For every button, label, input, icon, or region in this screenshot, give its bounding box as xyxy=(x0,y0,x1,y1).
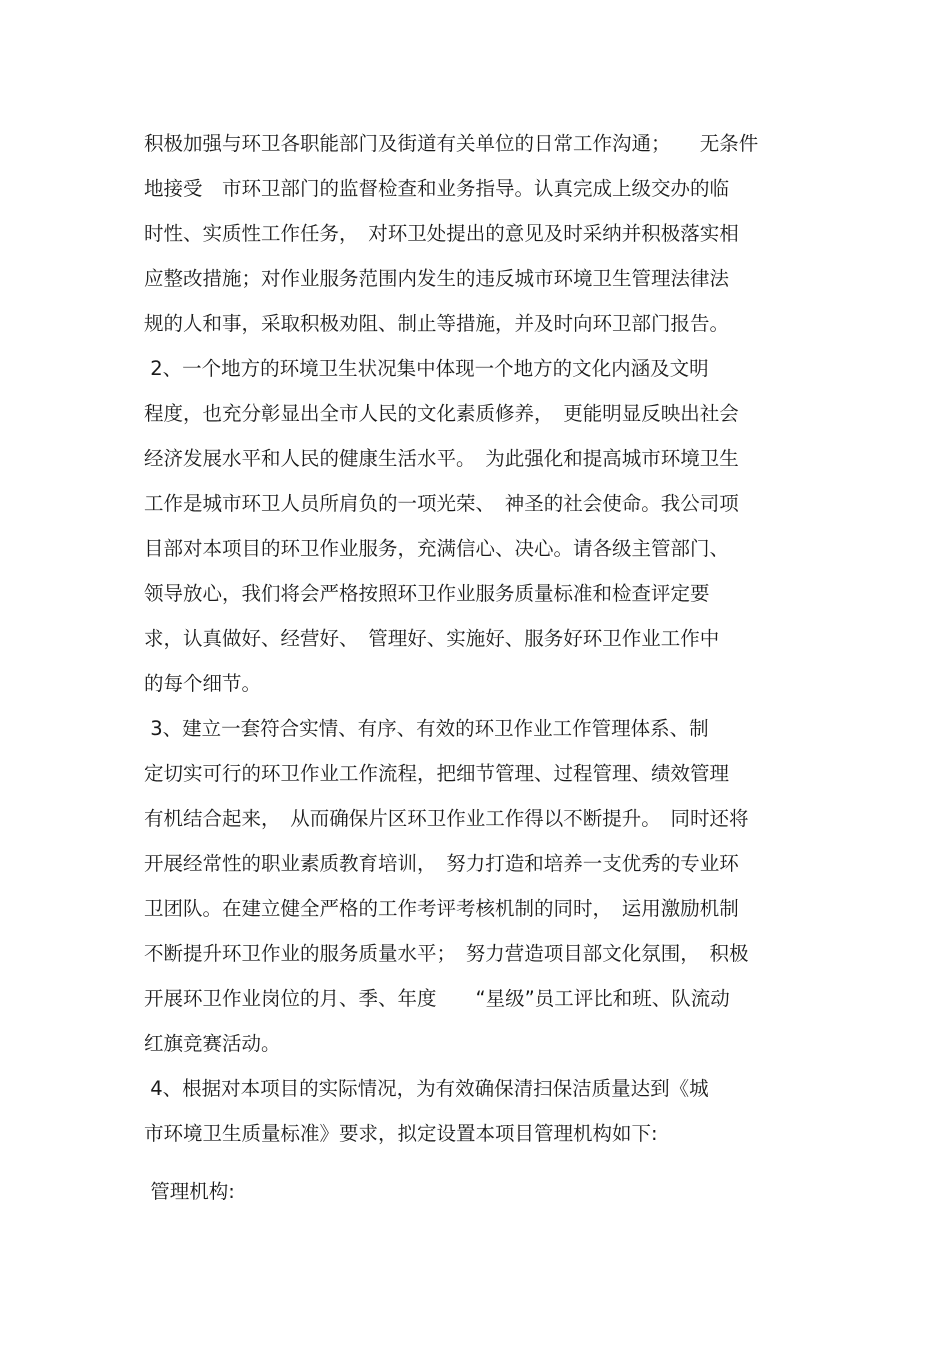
text-line: 程度，也充分彰显出全市人民的文化素质修养， 更能明显反映出社会 xyxy=(144,402,739,425)
text-line: 的每个细节。 xyxy=(144,672,262,695)
text-line: 定切实可行的环卫作业工作流程，把细节管理、过程管理、绩效管理 xyxy=(144,762,730,785)
text-line: 不断提升环卫作业的服务质量水平； 努力营造项目部文化氛围， 积极 xyxy=(144,942,749,965)
text-line: 规的人和事，采取积极劝阻、制止等措施，并及时向环卫部门报告。 xyxy=(144,312,730,335)
text-line: 领导放心，我们将会严格按照环卫作业服务质量标准和检查评定要 xyxy=(144,582,710,605)
text-line: 求，认真做好、经营好、 管理好、实施好、服务好环卫作业工作中 xyxy=(144,627,720,650)
text-line: 目部对本项目的环卫作业服务，充满信心、决心。请各级主管部门、 xyxy=(144,537,730,560)
text-line: 开展经常性的职业素质教育培训， 努力打造和培养一支优秀的专业环 xyxy=(144,852,739,875)
text-line: 市环境卫生质量标准》要求，拟定设置本项目管理机构如下: xyxy=(144,1122,658,1145)
text-line: 经济发展水平和人民的健康生活水平。 为此强化和提高城市环境卫生 xyxy=(144,447,739,470)
text-line: 应整改措施；对作业服务范围内发生的违反城市环境卫生管理法律法 xyxy=(144,267,730,290)
paragraph-4-start: 4、根据对本项目的实际情况，为有效确保清扫保洁质量达到《城 xyxy=(144,1077,709,1100)
text-line: 积极加强与环卫各职能部门及街道有关单位的日常工作沟通； 无条件 xyxy=(144,132,759,155)
text-line: 卫团队。在建立健全严格的工作考评考核机制的同时， 运用激励机制 xyxy=(144,897,739,920)
text-line: 时性、实质性工作任务， 对环卫处提出的意见及时采纳并积极落实相 xyxy=(144,222,739,245)
text-line: 有机结合起来， 从而确保片区环卫作业工作得以不断提升。 同时还将 xyxy=(144,807,749,830)
text-line: 开展环卫作业岗位的月、季、年度 “星级”员工评比和班、队流动 xyxy=(144,987,730,1010)
paragraph-2-start: 2、一个地方的环境卫生状况集中体现一个地方的文化内涵及文明 xyxy=(144,357,709,380)
section-heading: 管理机构: xyxy=(144,1180,235,1203)
text-line: 地接受 市环卫部门的监督检查和业务指导。认真完成上级交办的临 xyxy=(144,177,730,200)
paragraph-3-start: 3、建立一套符合实情、有序、有效的环卫作业工作管理体系、制 xyxy=(144,717,709,740)
text-line: 工作是城市环卫人员所肩负的一项光荣、 神圣的社会使命。我公司项 xyxy=(144,492,739,515)
text-line: 红旗竞赛活动。 xyxy=(144,1032,281,1055)
